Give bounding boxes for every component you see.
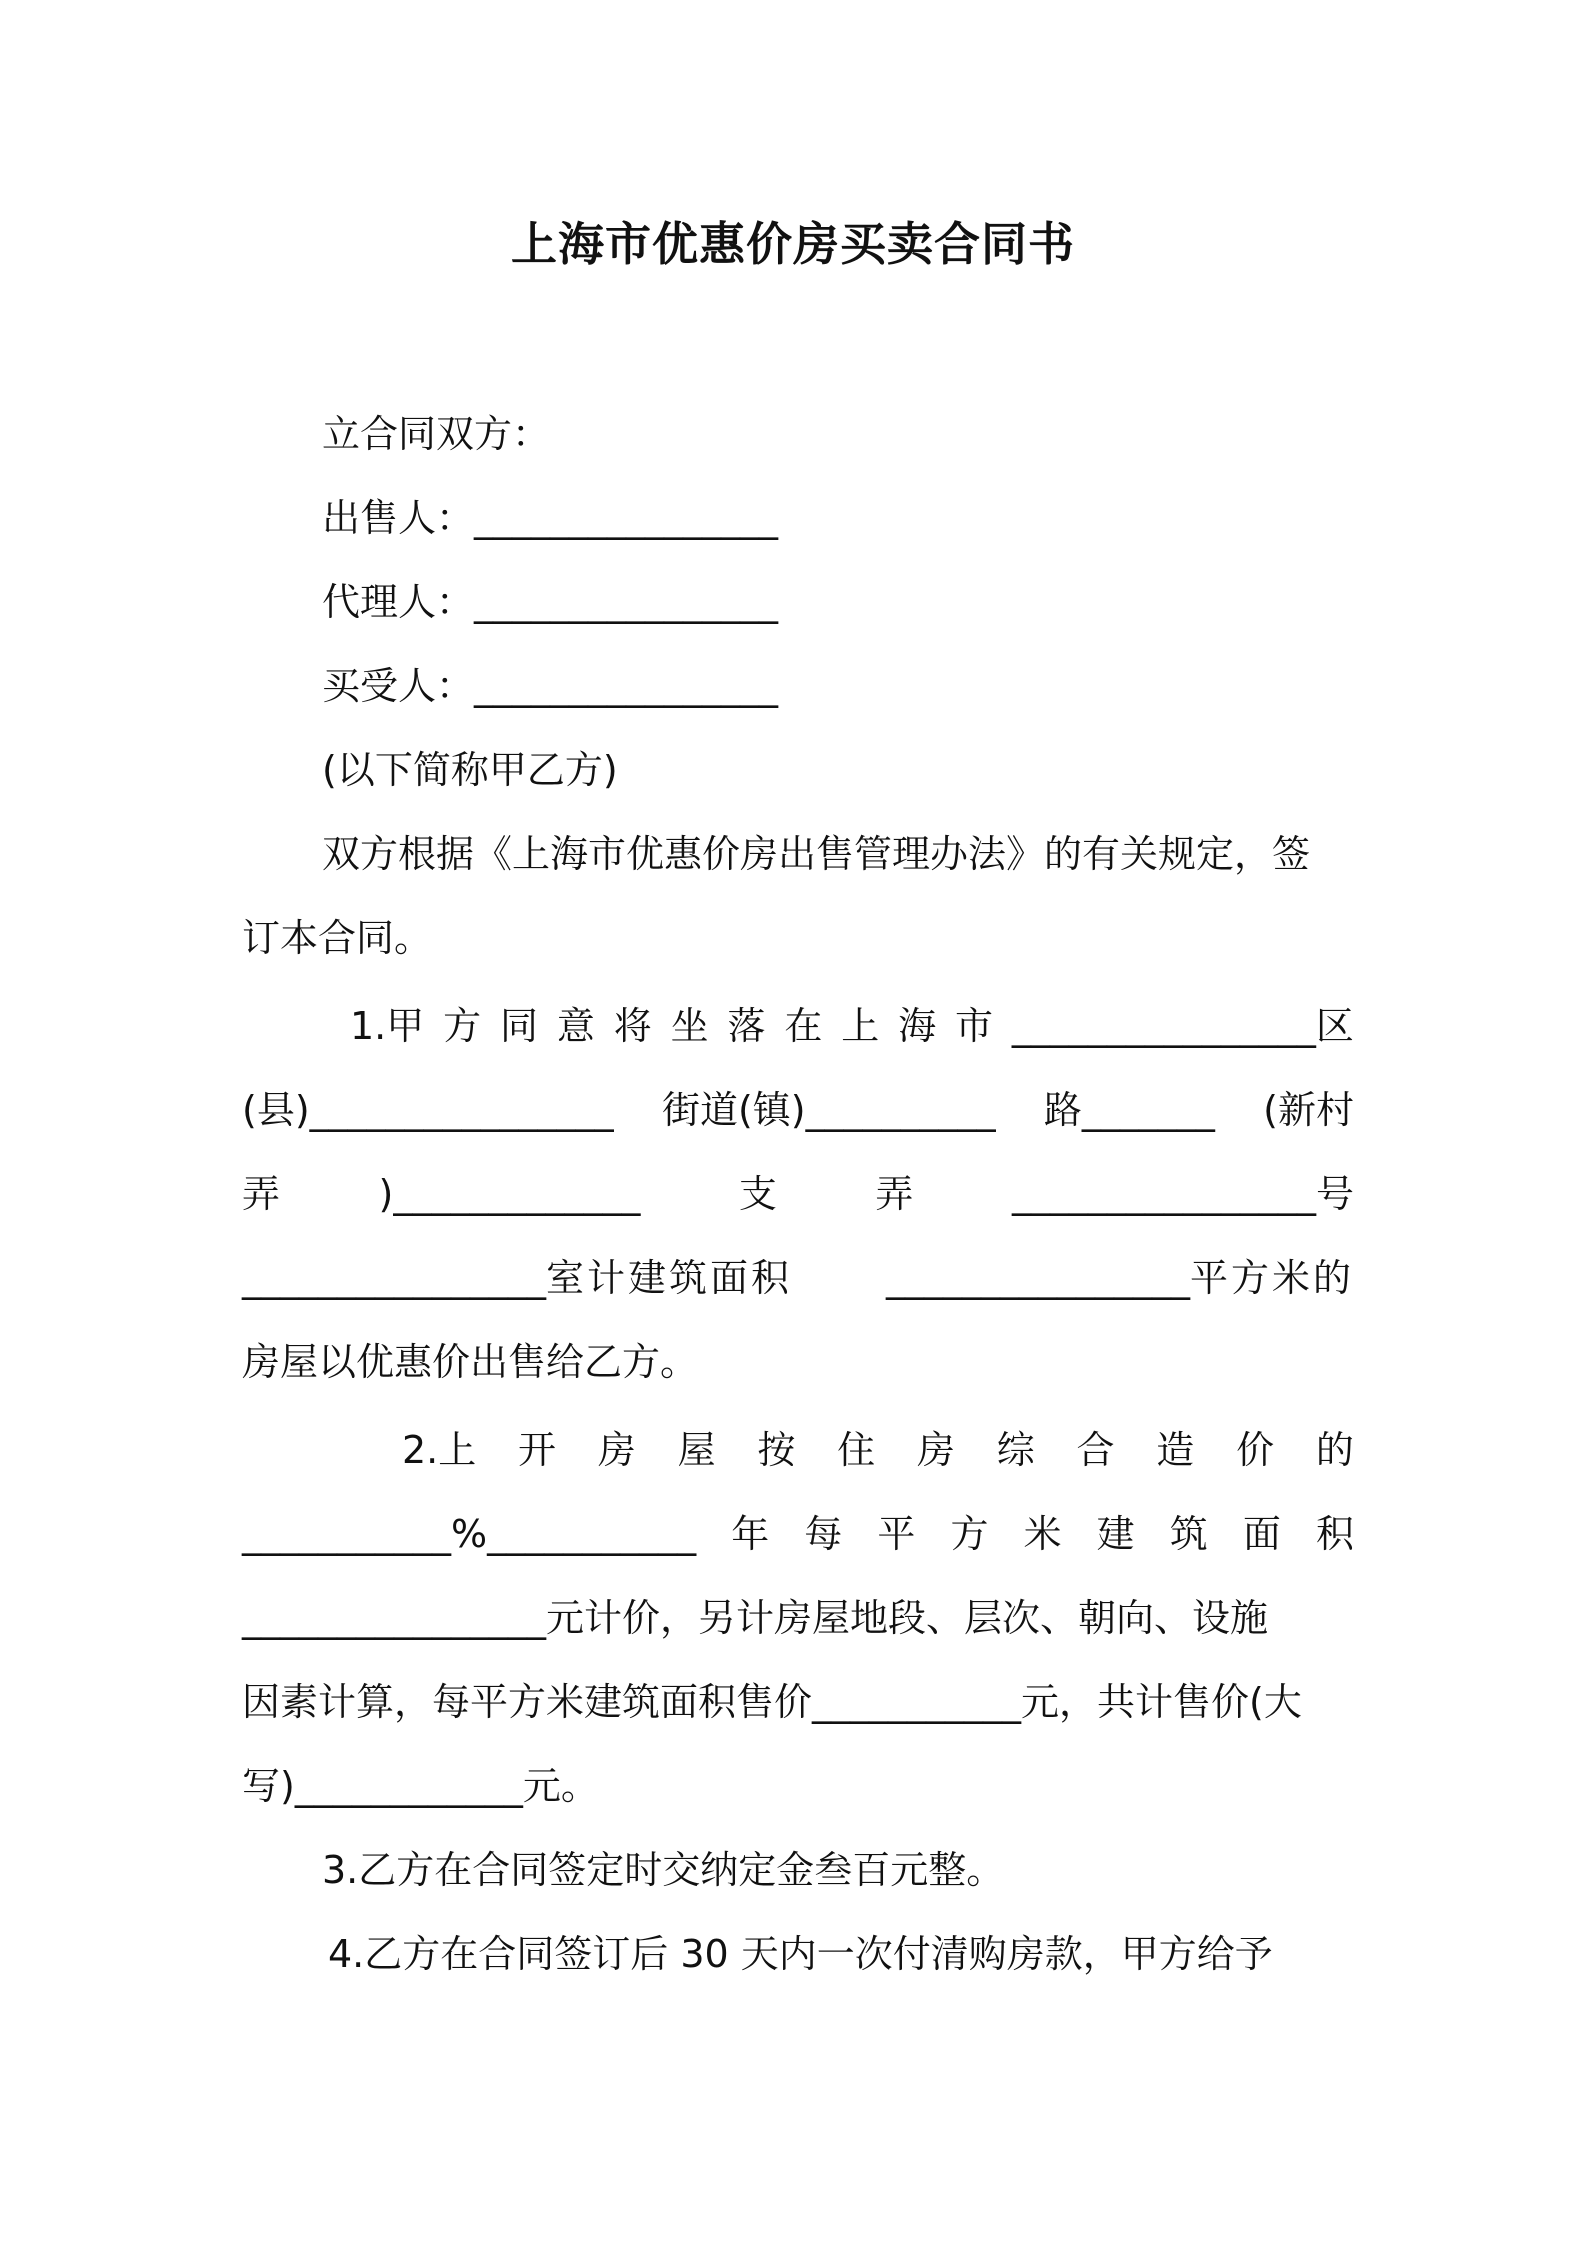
branch-lane-label: 弄 <box>875 1172 914 1216</box>
district-blank: ________________ <box>1011 1004 1316 1048</box>
clause2-char: 米 <box>1023 1512 1062 1556</box>
clause2-char: 按 <box>757 1428 796 1472</box>
price-basis-blank: ________________ <box>242 1596 546 1640</box>
agent-blank: ________________ <box>474 580 779 624</box>
number-blank: ________________ <box>1011 1172 1316 1216</box>
lane-blank: _____________ <box>393 1172 641 1216</box>
newvillage-label: (新村 <box>1263 1088 1354 1132</box>
area-blank: ________________ <box>885 1256 1190 1300</box>
street-blank: __________ <box>805 1088 996 1132</box>
percent-blank: ___________ <box>242 1512 451 1556</box>
branch-label: 支 <box>738 1172 777 1216</box>
clause1-char: 在 <box>784 1004 823 1048</box>
clause1-char: 海 <box>898 1004 937 1048</box>
clause1-line-4 <box>242 1250 1354 1306</box>
number-label: 号 <box>1315 1172 1354 1216</box>
short-name-note: (以下简称甲乙方) <box>322 748 618 792</box>
yuan-label: 元。 <box>522 1764 599 1808</box>
preamble-line-1: 双方根据《上海市优惠价房出售管理办法》的有关规定，签 <box>322 832 1311 876</box>
clause1-char: 将 <box>613 1004 652 1048</box>
lane-label: 弄 <box>242 1172 281 1216</box>
clause2-char: 平 <box>877 1512 916 1556</box>
county-label: (县) <box>242 1088 310 1132</box>
clause2-char: 房 <box>916 1428 955 1472</box>
clause1-line-3 <box>242 1166 1354 1222</box>
road-label: 路 <box>1043 1088 1082 1132</box>
clause2-char: 的 <box>1315 1428 1354 1472</box>
street-label: 街道(镇) <box>661 1088 806 1132</box>
clause2-char: 面 <box>1242 1512 1281 1556</box>
clause1-char: 上 <box>841 1004 880 1048</box>
clause4-line-1: 4.乙方在合同签订后 30 天内一次付清购房款，甲方给予 <box>328 1932 1273 1976</box>
clause2-char: 综 <box>996 1428 1035 1472</box>
clause2-char: 积 <box>1315 1512 1354 1556</box>
road-blank: _______ <box>1081 1088 1215 1132</box>
clause2-line-5 <box>242 1758 599 1814</box>
clause2-line-2 <box>242 1506 1354 1562</box>
sqm-label: 平方米的 <box>1189 1256 1354 1300</box>
buyer-line <box>322 658 778 714</box>
clause2-line-1 <box>402 1422 1354 1478</box>
area-label: 室计建筑面积 <box>546 1256 793 1300</box>
clause3: 3.乙方在合同签定时交纳定金叁百元整。 <box>322 1848 1005 1892</box>
capital-label: 写) <box>242 1764 295 1808</box>
clause1-char: 意 <box>556 1004 595 1048</box>
clause1-char: 方 <box>443 1004 482 1048</box>
clause2-char: 价 <box>1236 1428 1275 1472</box>
room-blank: ________________ <box>242 1256 546 1300</box>
buyer-blank: ________________ <box>474 664 779 708</box>
clause1-char: 落 <box>727 1004 766 1048</box>
clause1-number: 1.甲 <box>350 1004 425 1048</box>
clause2-text-4b: 元，共计售价(大 <box>1021 1680 1302 1724</box>
agent-line <box>322 574 778 630</box>
year-blank: ___________ <box>487 1512 697 1556</box>
clause2-char: 方 <box>950 1512 989 1556</box>
clause1-district-label: 区 <box>1315 1004 1354 1048</box>
unit-price-blank: ___________ <box>812 1680 1022 1724</box>
agent-label: 代理人： <box>322 580 475 624</box>
lane-close: ) <box>378 1172 394 1216</box>
buyer-label: 买受人： <box>322 664 475 708</box>
clause1-line-5: 房屋以优惠价出售给乙方。 <box>242 1340 699 1384</box>
preamble-line-2: 订本合同。 <box>242 916 433 960</box>
county-blank: ________________ <box>309 1088 614 1132</box>
document-title: 上海市优惠价房买卖合同书 <box>511 217 1075 271</box>
clause1-char: 市 <box>955 1004 994 1048</box>
clause1-line-2 <box>242 1082 1354 1138</box>
clause2-char: 筑 <box>1169 1512 1208 1556</box>
clause1-char: 同 <box>500 1004 539 1048</box>
clause2-line-4 <box>242 1674 1302 1730</box>
seller-blank: ________________ <box>474 496 779 540</box>
total-price-blank: ____________ <box>294 1764 523 1808</box>
clause2-char: 建 <box>1096 1512 1135 1556</box>
clause1-line-1 <box>350 998 1354 1054</box>
clause2-char: 每 <box>804 1512 843 1556</box>
seller-label: 出售人： <box>322 496 475 540</box>
clause2-char: 房 <box>597 1428 636 1472</box>
clause2-line-3 <box>242 1590 1268 1646</box>
percent-sign: % <box>451 1512 488 1556</box>
clause2-char: 住 <box>837 1428 876 1472</box>
clause2-char: 开 <box>518 1428 557 1472</box>
clause2-char: 屋 <box>677 1428 716 1472</box>
parties-heading: 立合同双方： <box>322 412 551 456</box>
clause2-char: 造 <box>1156 1428 1195 1472</box>
clause2-char: 合 <box>1076 1428 1115 1472</box>
clause1-char: 坐 <box>670 1004 709 1048</box>
clause2-char: 2.上 <box>402 1428 477 1472</box>
clause2-text-3: 元计价，另计房屋地段、层次、朝向、设施 <box>546 1596 1269 1640</box>
clause2-char: 年 <box>731 1512 770 1556</box>
clause2-text-4a: 因素计算，每平方米建筑面积售价 <box>242 1680 813 1724</box>
seller-line <box>322 490 778 546</box>
